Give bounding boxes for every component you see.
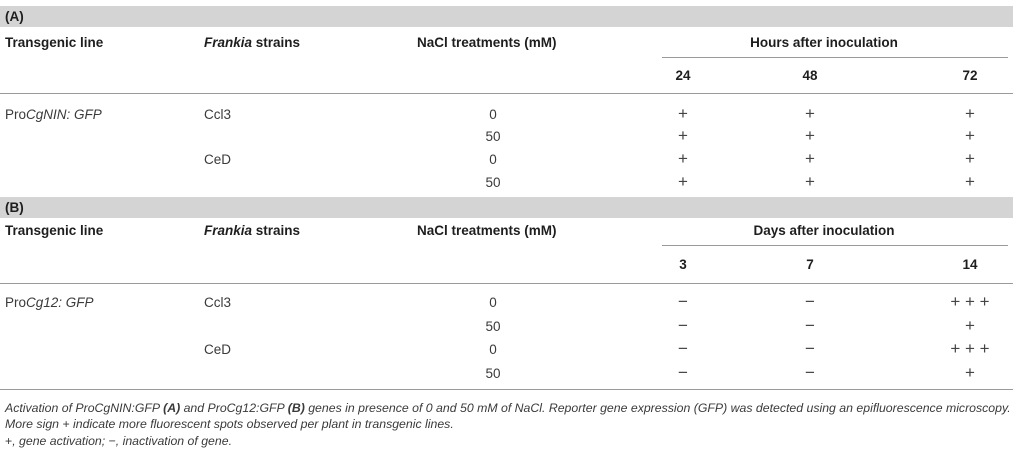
value-a-row3-col1: + xyxy=(678,149,688,168)
header-divider-a xyxy=(662,57,1008,58)
value-a-row2-col3: + xyxy=(965,126,975,145)
header-frankia-strains-a: Frankia strains xyxy=(204,35,301,50)
header-divider-b xyxy=(662,245,1008,246)
header-frankia-strains-b: Frankia strains xyxy=(204,223,301,238)
footnote-line-3: +, gene activation; −, inactivation of gene. xyxy=(5,434,232,448)
header-nacl-b: NaCl treatments (mM) xyxy=(417,223,557,238)
section-b-band xyxy=(0,197,1013,218)
value-a-row4-col2: + xyxy=(805,172,815,191)
value-b-row1-col3: + + + xyxy=(950,292,990,311)
value-a-row4-col1: + xyxy=(678,172,688,191)
header-nacl-a: NaCl treatments (mM) xyxy=(417,35,557,50)
section-a-label: (A) xyxy=(5,9,24,24)
nacl-a-row2: 50 xyxy=(485,129,501,144)
value-b-row3-col2: − xyxy=(805,339,815,358)
nacl-a-row3: 0 xyxy=(489,152,497,167)
nacl-b-row2: 50 xyxy=(485,319,501,334)
table-bottom-rule xyxy=(0,389,1013,390)
value-b-row2-col2: − xyxy=(805,316,815,335)
value-b-row2-col1: − xyxy=(678,316,688,335)
footnote-line-1: Activation of ProCgNIN:GFP (A) and ProCg12:GFP (B) genes in presence of 0 and 50 mM of NaCl. Reporter gene expression (GFP) was detected using an epifluorescence microscopy. xyxy=(5,401,1011,415)
strain-a-row3: CeD xyxy=(204,152,232,167)
value-b-row4-col3: + xyxy=(965,363,975,382)
value-a-row4-col3: + xyxy=(965,172,975,191)
header-time-b-1: 3 xyxy=(679,257,687,272)
header-transgenic-line-a: Transgenic line xyxy=(5,35,104,50)
nacl-b-row4: 50 xyxy=(485,366,501,381)
value-a-row1-col1: + xyxy=(678,104,688,123)
value-b-row4-col2: − xyxy=(805,363,815,382)
value-a-row2-col1: + xyxy=(678,126,688,145)
header-time-b-3: 14 xyxy=(962,257,978,272)
value-b-row4-col1: − xyxy=(678,363,688,382)
strain-a-row1: Ccl3 xyxy=(204,107,232,122)
footnote-line-2: More sign + indicate more fluorescent spots observed per plant in transgenic lines. xyxy=(5,417,454,431)
header-time-b-2: 7 xyxy=(806,257,814,272)
nacl-a-row1: 0 xyxy=(489,107,497,122)
value-a-row3-col2: + xyxy=(805,149,815,168)
value-b-row3-col3: + + + xyxy=(950,339,990,358)
transgenic-line-b: ProCg12: GFP xyxy=(5,295,94,310)
nacl-b-row3: 0 xyxy=(489,342,497,357)
nacl-b-row1: 0 xyxy=(489,295,497,310)
value-b-row3-col1: − xyxy=(678,339,688,358)
section-a-band xyxy=(0,6,1013,27)
value-a-row1-col3: + xyxy=(965,104,975,123)
value-a-row2-col2: + xyxy=(805,126,815,145)
header-time-a-3: 72 xyxy=(962,68,978,83)
header-transgenic-line-b: Transgenic line xyxy=(5,223,104,238)
value-b-row1-col2: − xyxy=(805,292,815,311)
strain-b-row1: Ccl3 xyxy=(204,295,232,310)
header-time-a-1: 24 xyxy=(675,68,691,83)
header-hours-after-inoculation: Hours after inoculation xyxy=(750,35,898,50)
header-days-after-inoculation: Days after inoculation xyxy=(753,223,895,238)
value-b-row2-col3: + xyxy=(965,316,975,335)
header-time-a-2: 48 xyxy=(802,68,818,83)
strain-b-row3: CeD xyxy=(204,342,232,357)
section-b-label: (B) xyxy=(5,200,24,215)
value-b-row1-col1: − xyxy=(678,292,688,311)
header-bottom-rule-a xyxy=(0,93,1013,94)
value-a-row3-col3: + xyxy=(965,149,975,168)
header-bottom-rule-b xyxy=(0,283,1013,284)
nacl-a-row4: 50 xyxy=(485,175,501,190)
transgenic-line-a: ProCgNIN: GFP xyxy=(5,107,102,122)
value-a-row1-col2: + xyxy=(805,104,815,123)
